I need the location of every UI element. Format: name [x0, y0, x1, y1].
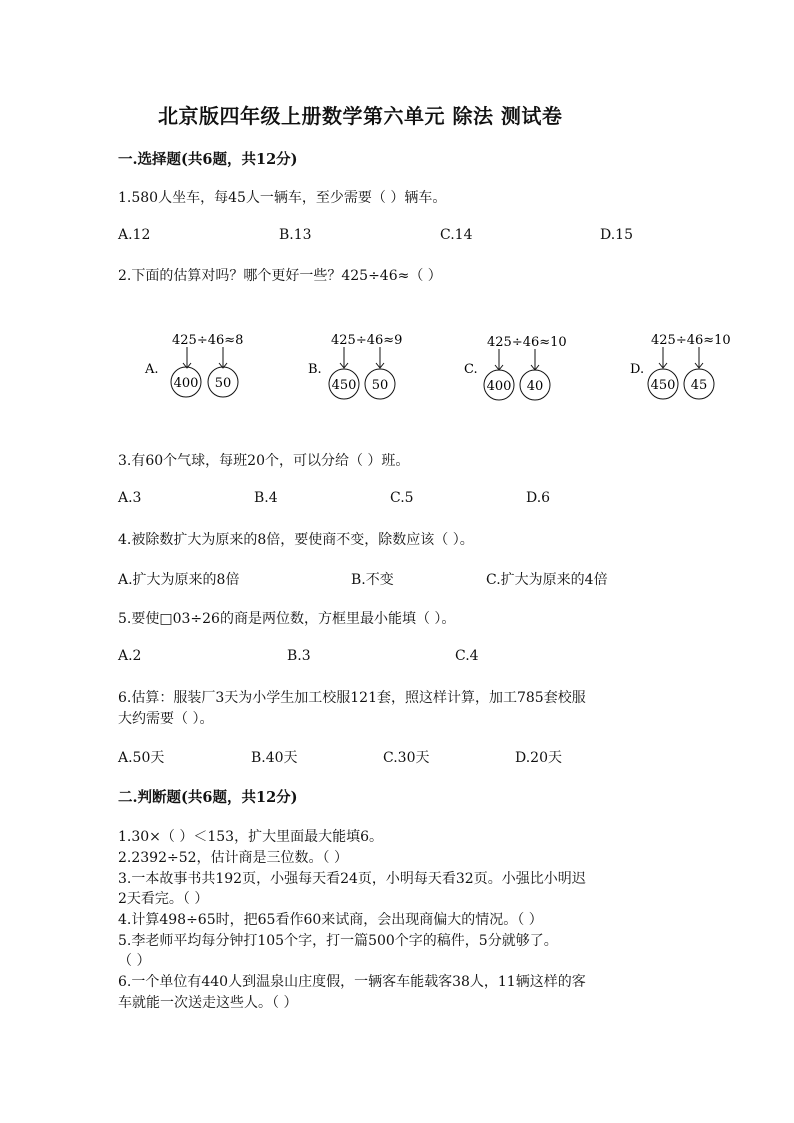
q1-option-d: D.15 — [600, 227, 633, 243]
q5-option-a: A.2 — [118, 648, 142, 664]
q4-option-c: C.扩大为原来的4倍 — [486, 572, 608, 588]
q2-option-c-c2: 40 — [526, 379, 544, 394]
q2-option-d-label: D. — [630, 362, 645, 377]
q1-option-a: A.12 — [118, 227, 151, 243]
q2-option-a-diagram — [144, 333, 243, 397]
question-2: 2.下面的估算对吗？哪个更好一些？425÷46≈（ ） — [118, 268, 442, 284]
q2-option-a-label: A. — [145, 362, 159, 377]
q2-diagrams — [0, 322, 794, 412]
q3-option-a: A.3 — [118, 490, 142, 506]
question-6-line-1: 6.估算：服装厂3天为小学生加工校服121套，照这样计算，加工785套校服 — [118, 690, 586, 706]
q1-option-b: B.13 — [279, 227, 312, 243]
judgement-line-3: 3.一本故事书共192页，小强每天看24页，小明每天看32页。小强比小明迟 — [118, 871, 586, 887]
section-heading-choice: 一.选择题(共6题，共12分) — [118, 151, 298, 168]
question-5: 5.要使□03÷26的商是两位数，方框里最小能填（ ）。 — [118, 611, 456, 627]
q6-option-b: B.40天 — [251, 750, 298, 766]
question-4: 4.被除数扩大为原来的8倍，要使商不变，除数应该（ ）。 — [118, 532, 474, 548]
q2-option-b-c2: 50 — [371, 378, 389, 393]
judgement-line-1: 1.30×（ ）＜153，扩大里面最大能填6。 — [118, 829, 383, 845]
q2-option-b-label: B. — [308, 362, 322, 377]
page-title: 北京版四年级上册数学第六单元 除法 测试卷 — [158, 104, 563, 128]
q6-option-d: D.20天 — [515, 750, 562, 766]
judgement-line-7: （ ） — [118, 953, 151, 969]
judgement-line-5: 4.计算498÷65时，把65看作60来试商，会出现商偏大的情况。（ ） — [118, 912, 543, 928]
judgement-line-9: 车就能一次送走这些人。（ ） — [118, 995, 298, 1011]
q2-option-d-expr: 425÷46≈10 — [651, 333, 731, 348]
q2-option-d-c2: 45 — [690, 378, 708, 393]
judgement-line-2: 2.2392÷52，估计商是三位数。（ ） — [118, 850, 348, 866]
question-3: 3.有60个气球，每班20个，可以分给（ ）班。 — [118, 453, 410, 469]
judgement-line-4: 2天看完。（ ） — [118, 891, 209, 907]
judgement-line-6: 5.李老师平均每分钟打105个字，打一篇500个字的稿件，5分就够了。 — [118, 933, 558, 949]
q2-option-c-c1: 400 — [486, 379, 512, 394]
q6-option-c: C.30天 — [383, 750, 430, 766]
q2-option-c-label: C. — [464, 362, 478, 377]
q2-option-d-c1: 450 — [650, 378, 676, 393]
section-heading-judgement: 二.判断题(共6题，共12分) — [118, 789, 298, 806]
q3-option-d: D.6 — [526, 490, 551, 506]
q2-option-b-expr: 425÷46≈9 — [331, 333, 403, 348]
q2-option-d-diagram — [630, 333, 731, 399]
judgement-line-8: 6.一个单位有440人到温泉山庄度假，一辆客车能载客38人，11辆这样的客 — [118, 974, 586, 990]
q1-option-c: C.14 — [440, 227, 473, 243]
q4-option-a: A.扩大为原来的8倍 — [118, 572, 240, 588]
q2-option-a-expr: 425÷46≈8 — [172, 333, 244, 348]
q4-option-b: B.不变 — [351, 572, 394, 588]
question-1: 1.580人坐车，每45人一辆车，至少需要（ ）辆车。 — [118, 190, 447, 206]
q3-option-c: C.5 — [390, 490, 414, 506]
q5-option-c: C.4 — [455, 648, 479, 664]
question-6-line-2: 大约需要（ ）。 — [118, 711, 214, 727]
q2-option-b-c1: 450 — [331, 378, 357, 393]
q2-option-b-diagram — [308, 333, 402, 399]
q2-option-a-c1: 400 — [173, 376, 199, 391]
q2-option-a-c2: 50 — [214, 376, 232, 391]
q6-option-a: A.50天 — [118, 750, 165, 766]
q5-option-b: B.3 — [287, 648, 311, 664]
q3-option-b: B.4 — [254, 490, 278, 506]
q2-option-c-expr: 425÷46≈10 — [487, 335, 567, 350]
q2-option-c-diagram — [464, 335, 567, 400]
